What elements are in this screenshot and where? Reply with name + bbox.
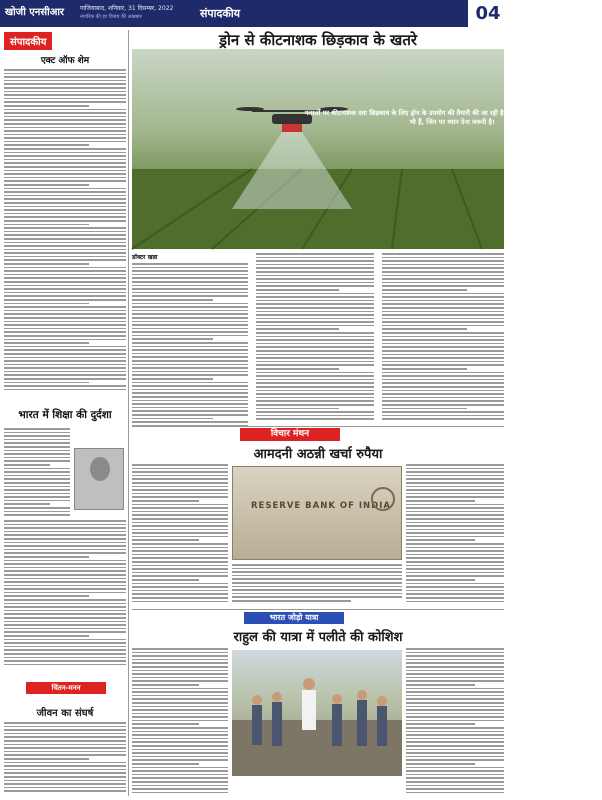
tagline: नागरिक की हर विजय की अखबार	[80, 14, 142, 20]
education-headline: भारत में शिक्षा की दुर्दशा	[18, 409, 112, 421]
vichar-column-1	[132, 464, 228, 606]
life-body-text	[4, 722, 126, 796]
bharat-body-text-3	[406, 648, 504, 796]
vichar-column-2	[232, 564, 402, 606]
section-title: संपादकीय	[200, 7, 241, 20]
rbi-signboard-text: RESERVE BANK OF INDIA	[251, 501, 391, 511]
drone-photo-caption: फसलों पर कीटनाशक दवा छिड़काव के लिए ड्रोन के उपयोग की तैयारी की जा रही है। इसके फायदे भी हैं पर इसके कई खतरे भी हैं, जिन पर ध्यान देना जरूरी है।	[304, 109, 600, 126]
yatra-photo	[232, 650, 402, 776]
masthead	[0, 0, 508, 27]
education-body-text-continued	[4, 520, 126, 670]
vichar-headline: आमदनी अठन्नी खर्चा रुपैया	[253, 447, 383, 462]
lead-column-1	[132, 253, 248, 431]
rbi-emblem-icon	[371, 487, 395, 511]
lead-body-text-2	[256, 253, 374, 425]
lead-body-text-1	[132, 263, 248, 431]
bharat-column-1	[132, 648, 228, 796]
author-avatar	[74, 448, 124, 510]
editorial-subhead: एक्ट ऑफ शेम	[40, 56, 90, 66]
lead-body-text-3	[382, 253, 504, 425]
drone-photo	[132, 49, 600, 249]
yatra-crowd-illustration	[232, 650, 402, 776]
bharat-column-3	[406, 648, 504, 796]
issue-date: गाजियाबाद, शनिवार, 31 दिसम्बर, 2022	[80, 5, 174, 12]
bharat-body-text-1	[132, 648, 228, 796]
lead-column-2	[256, 253, 374, 425]
vichar-body-text-3	[406, 464, 504, 606]
education-body-text	[4, 428, 70, 518]
vichar-column-3	[406, 464, 504, 606]
left-column	[4, 30, 126, 796]
chintan-manan-tag: चिंतन-मनन	[26, 682, 106, 694]
drone-illustration	[132, 49, 504, 249]
editorial-tag: संपादकीय	[4, 32, 52, 50]
vichar-body-text-1	[132, 464, 228, 606]
life-headline: जीवन का संघर्ष	[36, 708, 94, 719]
bharat-jodo-tag: भारत जोड़ो यात्रा	[244, 612, 344, 624]
lead-headline: ड्रोन से कीटनाशक छिड़काव के खतरे	[218, 31, 418, 49]
lead-column-3	[382, 253, 504, 425]
lead-author-tag: डॉक्टर खन्ना	[132, 254, 158, 261]
vichar-manthan-tag: विचार मंथन	[240, 428, 340, 441]
vichar-body-text-2	[232, 564, 402, 606]
rbi-photo	[232, 466, 402, 560]
newspaper-logo[interactable]: खोजी एनसीआर	[5, 7, 65, 18]
editorial-body-text	[4, 69, 126, 394]
page-number: 04	[468, 0, 508, 27]
bharat-jodo-headline: राहुल की यात्रा में पलीते की कोशिश	[233, 630, 403, 645]
